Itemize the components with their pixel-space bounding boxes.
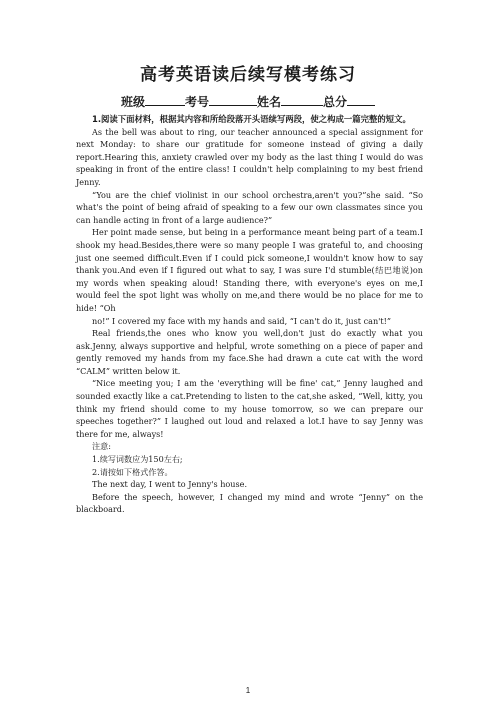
passage-paragraph: “Nice meeting you; I am the 'everything will be fine' cat,” Jenny laughed and sounded exactly like a cat.Pretending to listen to the cat,she asked, “Well, kitty, you think my friend should come to my house tomorrow, so we can prepare our speeches together?” I laughed out loud and relaxed a lot.I have to say Jenny was there for me, always! xyxy=(76,378,423,439)
name-label: 姓名 xyxy=(257,95,282,109)
document-body xyxy=(76,113,423,516)
passage-paragraph: no!” I covered my face with my hands and said, “I can't do it, just can't!” xyxy=(92,315,392,326)
page-title: 高考英语读后续写模考练习 xyxy=(140,65,356,85)
note-item: 1.续写词数应为150左右; xyxy=(92,454,183,465)
passage-paragraph: Her point made sense, but being in a performance meant being part of a team.I shook my head.Besides,there were so many people I was grateful to, and choosing just one seemed difficult.Even if I could pick someone,I wouldn't know how to say thank you.And even if I figured out what to say, I was sure I'd stumble(结巴地说)on my words when speaking aloud! Standing there, with everyone's eyes on me,I would feel the spot light was wholly on me,and there would be no place for me to hide! “Oh xyxy=(76,227,423,313)
continuation-prompt: The next day, I went to Jenny's house. xyxy=(92,479,248,490)
question-instruction: 1.阅读下面材料，根据其内容和所给段落开头语续写两段，使之构成一篇完整的短文。 xyxy=(92,114,411,124)
passage-paragraph: As the bell was about to ring, our teacher announced a special assignment for next Monday: to share our gratitude for someone instead of giving a daily report.Hearing this, anxiety crawled over my body as the last thing I would do was speaking in front of the entire class! I couldn't help complaining to my best friend Jenny. xyxy=(76,126,423,187)
class-label: 班级 xyxy=(120,95,145,109)
class-blank xyxy=(145,94,185,106)
number-blank xyxy=(209,94,257,106)
notes-label: 注意: xyxy=(92,441,111,452)
note-item: 2.请按如下格式作答。 xyxy=(92,466,173,477)
student-info-line xyxy=(0,93,496,110)
passage-paragraph: Real friends,the ones who know you well,don't just do exactly what you ask.Jenny, always supportive and helpful, wrote something on a piece of paper and gently removed my hands from my face.She had drawn a cute cat with the word “CALM” written below it. xyxy=(76,328,423,376)
page-number: 1 xyxy=(245,686,251,695)
passage-paragraph: “You are the chief violinist in our school orchestra,aren't you?”she said. “So what's the point of being afraid of speaking to a few our own classmates since you can handle acting in front of a large audience?” xyxy=(76,189,423,225)
score-blank xyxy=(347,94,375,106)
score-label: 总分 xyxy=(323,95,348,109)
continuation-prompt: Before the speech, however, I changed my mind and wrote “Jenny” on the blackboard. xyxy=(76,491,423,515)
name-blank xyxy=(281,94,323,106)
number-label: 考号 xyxy=(184,95,209,109)
